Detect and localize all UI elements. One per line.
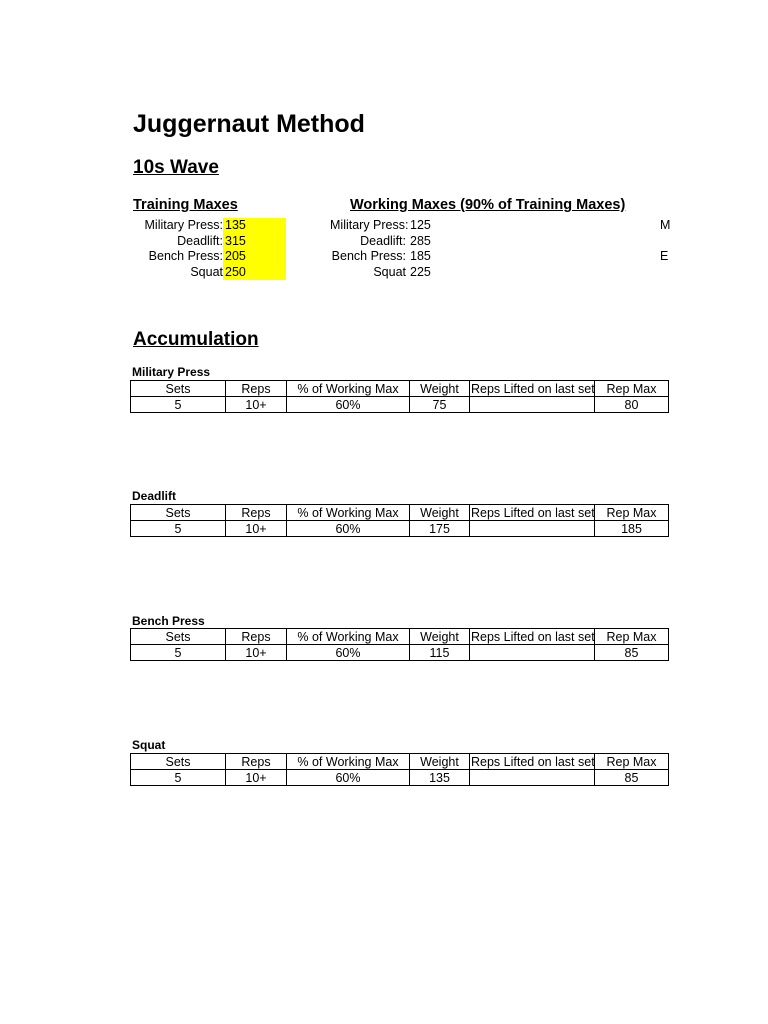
- lift-table-military-press: [130, 380, 669, 413]
- cell-sets[interactable]: 5: [131, 770, 226, 786]
- lift-table-deadlift: [130, 504, 669, 537]
- table-row: [131, 397, 669, 413]
- cell-weight[interactable]: 75: [410, 397, 470, 413]
- training-max-row: [130, 249, 286, 265]
- training-max-value[interactable]: 250: [223, 265, 286, 281]
- cell-weight[interactable]: 175: [410, 521, 470, 537]
- working-max-value: 185: [410, 249, 431, 263]
- working-max-label: Deadlift:: [360, 233, 406, 248]
- cell-rep-max[interactable]: 185: [595, 521, 669, 537]
- lift-table-bench-press: [130, 628, 669, 661]
- header-rep-max: Rep Max: [595, 629, 669, 645]
- header-reps: Reps: [226, 629, 287, 645]
- training-max-label: Bench Press:: [148, 249, 223, 263]
- cell-pct[interactable]: 60%: [287, 397, 410, 413]
- header-reps-lifted: Reps Lifted on last set: [471, 754, 595, 769]
- header-sets: Sets: [131, 754, 226, 770]
- cell-sets[interactable]: 5: [131, 521, 226, 537]
- cell-reps-lifted[interactable]: [470, 521, 595, 537]
- lift-table-squat: [130, 753, 669, 786]
- header-reps: Reps: [226, 381, 287, 397]
- working-max-label: Bench Press:: [331, 249, 406, 263]
- cell-pct[interactable]: 60%: [287, 645, 410, 661]
- header-pct: % of Working Max: [287, 381, 410, 397]
- training-maxes-heading: Training Maxes: [133, 197, 238, 213]
- cell-reps-lifted[interactable]: [470, 397, 595, 413]
- header-weight: Weight: [410, 505, 470, 521]
- clipped-cell: E: [660, 249, 669, 263]
- header-pct: % of Working Max: [287, 754, 410, 770]
- training-max-label: Squat: [190, 264, 223, 279]
- clipped-cell: M: [660, 218, 671, 232]
- cell-reps[interactable]: 10+: [226, 521, 287, 537]
- cell-rep-max[interactable]: 85: [595, 645, 669, 661]
- header-pct: % of Working Max: [287, 505, 410, 521]
- header-weight: Weight: [410, 754, 470, 770]
- cell-reps[interactable]: 10+: [226, 770, 287, 786]
- header-rep-max: Rep Max: [595, 381, 669, 397]
- table-header-row: [131, 629, 669, 645]
- cell-reps-lifted[interactable]: [470, 770, 595, 786]
- header-sets: Sets: [131, 381, 226, 397]
- lift-name: Deadlift: [132, 489, 177, 503]
- working-maxes-heading: Working Maxes (90% of Training Maxes): [350, 197, 626, 213]
- clipped-cell: [660, 234, 668, 250]
- header-sets: Sets: [131, 629, 226, 645]
- cell-pct[interactable]: 60%: [287, 770, 410, 786]
- document-title: Juggernaut Method: [133, 110, 365, 138]
- table-row: [131, 521, 669, 537]
- training-max-value[interactable]: 315: [223, 234, 286, 250]
- working-maxes-list: [330, 218, 450, 280]
- header-weight: Weight: [410, 629, 470, 645]
- working-max-row: [330, 265, 450, 281]
- training-max-value[interactable]: 205: [223, 249, 286, 265]
- cell-reps[interactable]: 10+: [226, 397, 287, 413]
- clipped-column: [660, 218, 671, 280]
- table-header-row: [131, 381, 669, 397]
- training-max-row: [130, 265, 286, 281]
- header-reps: Reps: [226, 505, 287, 521]
- phase-heading: Accumulation: [133, 329, 259, 350]
- table-row: [131, 770, 669, 786]
- header-rep-max: Rep Max: [595, 505, 669, 521]
- header-reps-lifted: Reps Lifted on last set: [471, 381, 595, 396]
- training-maxes-list: [130, 218, 286, 280]
- header-sets: Sets: [131, 505, 226, 521]
- header-reps: Reps: [226, 754, 287, 770]
- table-header-row: [131, 754, 669, 770]
- cell-sets[interactable]: 5: [131, 645, 226, 661]
- training-max-label: Military Press:: [144, 218, 223, 232]
- cell-weight[interactable]: 115: [410, 645, 470, 661]
- lift-name: Squat: [132, 738, 166, 752]
- cell-weight[interactable]: 135: [410, 770, 470, 786]
- working-max-row: [330, 234, 450, 250]
- cell-rep-max[interactable]: 80: [595, 397, 669, 413]
- table-header-row: [131, 505, 669, 521]
- cell-reps[interactable]: 10+: [226, 645, 287, 661]
- lift-name: Military Press: [132, 365, 211, 379]
- lift-name: Bench Press: [132, 614, 205, 628]
- working-max-label: Squat: [373, 264, 406, 279]
- working-max-row: [330, 249, 450, 265]
- cell-sets[interactable]: 5: [131, 397, 226, 413]
- training-max-row: [130, 218, 286, 234]
- clipped-cell: [660, 265, 668, 281]
- table-row: [131, 645, 669, 661]
- working-max-label: Military Press:: [330, 218, 409, 232]
- working-max-row: [330, 218, 450, 234]
- working-max-value: 225: [410, 264, 431, 279]
- header-reps-lifted: Reps Lifted on last set: [471, 505, 595, 520]
- header-rep-max: Rep Max: [595, 754, 669, 770]
- cell-rep-max[interactable]: 85: [595, 770, 669, 786]
- cell-pct[interactable]: 60%: [287, 521, 410, 537]
- header-reps-lifted: Reps Lifted on last set: [471, 629, 595, 644]
- training-max-value[interactable]: 135: [223, 218, 286, 234]
- training-max-label: Deadlift:: [177, 233, 223, 248]
- header-weight: Weight: [410, 381, 470, 397]
- working-max-value: 285: [410, 233, 431, 248]
- wave-heading: 10s Wave: [133, 157, 219, 178]
- working-max-value: 125: [410, 218, 431, 232]
- cell-reps-lifted[interactable]: [470, 645, 595, 661]
- training-max-row: [130, 234, 286, 250]
- header-pct: % of Working Max: [287, 629, 410, 645]
